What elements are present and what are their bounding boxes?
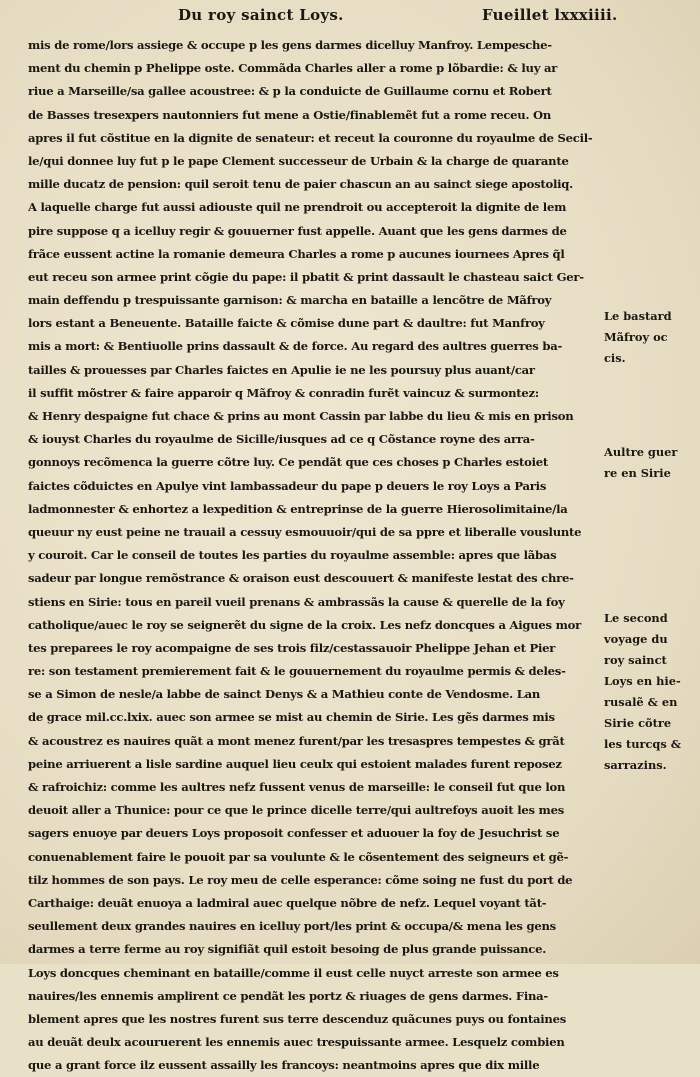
margin-note-line: voyage du bbox=[604, 632, 668, 646]
margin-note-line: re en Sirie bbox=[604, 466, 671, 480]
text-line: au deuãt deulx acouruerent les ennemis auec trespuissante armee. Lesquelz combien bbox=[28, 1035, 565, 1050]
text-line: ladmonnester & enhortez a lexpedition & entreprinse de la guerre Hierosolimitaine/la bbox=[28, 501, 568, 516]
text-line: tilz hommes de son pays. Le roy meu de celle esperance: cõme soing ne fust du port de bbox=[28, 872, 573, 887]
text-line: lors estant a Beneuente. Bataille faicte & cõmise dune part & daultre: fut Manfroy bbox=[28, 316, 545, 331]
text-line: sagers enuoye par deuers Loys proposoit confesser et aduouer la foy de Jesuchrist se bbox=[28, 826, 560, 841]
text-line: y couroit. Car le conseil de toutes les parties du royaulme assemble: apres que lãbas bbox=[28, 548, 557, 563]
text-line: pire suppose q a icelluy regir & gouuerner fust appelle. Auant que les gens darmes de bbox=[28, 223, 567, 238]
text-line: le/qui donnee luy fut p le pape Clement successeur de Urbain & la charge de quarante bbox=[28, 153, 569, 168]
margin-note-line: Le bastard bbox=[604, 309, 672, 323]
text-line: eut receu son armee print cõgie du pape: il pbatit & print dassault le chasteau saict Ger- bbox=[28, 269, 584, 284]
folio-number: Fueillet lxxxiiii. bbox=[482, 6, 618, 24]
text-line: queuur ny eust peine ne trauail a cessuy esmouuoir/qui de sa ppre et liberalle vouslunte bbox=[28, 524, 582, 539]
text-line: riue a Marseille/sa gallee acoustree: & p la conduicte de Guillaume cornu et Robert bbox=[28, 84, 552, 99]
text-line: tes preparees le roy acompaigne de ses trois filz/cestassauoir Phelippe Jehan et Pier bbox=[28, 640, 556, 655]
text-line: deuoit aller a Thunice: pour ce que le prince dicelle terre/qui aultrefoys auoit les mes bbox=[28, 803, 564, 818]
margin-note-line: les turcqs & bbox=[604, 737, 682, 751]
text-line: blement apres que les nostres furent sus terre descenduz quãcunes puys ou fontaines bbox=[28, 1011, 566, 1026]
page-header bbox=[0, 6, 700, 30]
running-head: Du roy sainct Loys. bbox=[178, 6, 344, 24]
text-line: conuenablement faire le pouoit par sa voulunte & le cõsentement des seigneurs et gẽ- bbox=[28, 849, 569, 864]
text-line: il suffit mõstrer & faire apparoir q Mãfroy & conradin furẽt vaincuz & surmontez: bbox=[28, 385, 539, 400]
text-line: stiens en Sirie: tous en pareil vueil prenans & ambrassãs la cause & querelle de la foy bbox=[28, 594, 565, 609]
text-line: mis a mort: & Bentiuolle prins dassault & de force. Au regard des aultres guerres ba- bbox=[28, 339, 563, 354]
margin-note-line: roy sainct bbox=[604, 653, 667, 667]
text-line: & rafroichiz: comme les aultres nefz fussent venus de marseille: le conseil fut que lon bbox=[28, 780, 566, 794]
margin-note-other-war bbox=[604, 442, 696, 484]
text-line: & iouyst Charles du royaulme de Sicille/iusques ad ce q Cõstance royne des arra- bbox=[28, 432, 535, 447]
text-line: main deffendu p trespuissante garnison: & marcha en bataille a lencõtre de Mãfroy bbox=[28, 293, 552, 308]
text-line: faictes cõduictes en Apulye vint lambassadeur du pape p deuers le roy Loys a Paris bbox=[28, 478, 547, 493]
margin-note-second-voyage bbox=[604, 608, 696, 776]
margin-note-line: sarrazins. bbox=[604, 758, 667, 772]
text-line: mille ducatz de pension: quil seroit tenu de paier chascun an au sainct siege apostoliq. bbox=[28, 177, 573, 192]
text-line: mis de rome/lors assiege & occupe p les gens darmes dicelluy Manfroy. Lempesche- bbox=[28, 38, 552, 52]
text-line: nauires/les ennemis amplirent ce pendãt les portz & riuages de gens darmes. Fina- bbox=[28, 988, 548, 1003]
text-line: peine arriuerent a lisle sardine auquel lieu ceulx qui estoient malades furent reposez bbox=[28, 756, 562, 771]
margin-note-line: Mãfroy oc bbox=[604, 330, 668, 344]
text-line: Carthaige: deuãt enuoya a ladmiral auec quelque nõbre de nefz. Lequel voyant tãt- bbox=[28, 895, 547, 910]
margin-note-line: Loys en hie- bbox=[604, 674, 681, 688]
margin-note-line: Sirie cõtre bbox=[604, 716, 672, 730]
text-line: se a Simon de nesle/a labbe de sainct Denys & a Mathieu conte de Vendosme. Lan bbox=[28, 687, 541, 702]
text-line: re: son testament premierement fait & le gouuernement du royaulme permis & deles- bbox=[28, 664, 566, 679]
margin-note-line: Aultre guer bbox=[604, 445, 678, 459]
text-line: sadeur par longue remõstrance & oraison eust descouuert & manifeste lestat des chre- bbox=[28, 571, 574, 586]
body-text-column bbox=[28, 34, 600, 1077]
margin-note-line: cis. bbox=[604, 351, 626, 365]
text-line: & acoustrez es nauires quãt a mont menez furent/par les tresaspres tempestes & grãt bbox=[28, 733, 565, 748]
text-line: catholique/auec le roy se seignerẽt du signe de la croix. Les nefz doncques a Aigues mor bbox=[28, 617, 581, 632]
text-line: Loys doncques cheminant en bataille/comme il eust celle nuyct arreste son armee es bbox=[28, 965, 559, 980]
text-line: gonnoys recõmenca la guerre cõtre luy. Ce pendãt que ces choses p Charles estoiet bbox=[28, 455, 549, 470]
margin-note-line: Le second bbox=[604, 611, 668, 625]
text-line: de Basses tresexpers nautonniers fut mene a Ostie/finablemẽt fut a rome receu. On bbox=[28, 107, 552, 122]
text-line: apres il fut cõstitue en la dignite de senateur: et receut la couronne du royaulme de Secil- bbox=[28, 130, 593, 145]
text-line: seullement deux grandes nauires en icelluy port/les print & occupa/& mena les gens bbox=[28, 919, 556, 934]
text-line: A laquelle charge fut aussi adiouste quil ne prendroit ou accepteroit la dignite de lem bbox=[28, 200, 567, 215]
text-line: ment du chemin p Phelippe oste. Commãda Charles aller a rome p lõbardie: & luy ar bbox=[28, 61, 558, 76]
text-line: darmes a terre ferme au roy signifiãt quil estoit besoing de plus grande puissance. bbox=[28, 942, 546, 957]
text-line: tailles & prouesses par Charles faictes en Apulie ie ne les poursuy plus auant/car bbox=[28, 362, 535, 377]
text-line: de grace mil.cc.lxix. auec son armee se mist au chemin de Sirie. Les gẽs darmes mis bbox=[28, 710, 555, 725]
text-line: & Henry despaigne fut chace & prins au mont Cassin par labbe du lieu & mis en prison bbox=[28, 409, 574, 423]
margin-note-line: rusalẽ & en bbox=[604, 695, 678, 709]
text-line: que a grant force ilz eussent assailly les francoys: neantmoins apres que dix mille bbox=[28, 1058, 540, 1073]
text-line: frãce eussent actine la romanie demeura Charles a rome p aucunes iournees Apres q̃l bbox=[28, 246, 565, 261]
margin-note-bastard bbox=[604, 306, 696, 369]
